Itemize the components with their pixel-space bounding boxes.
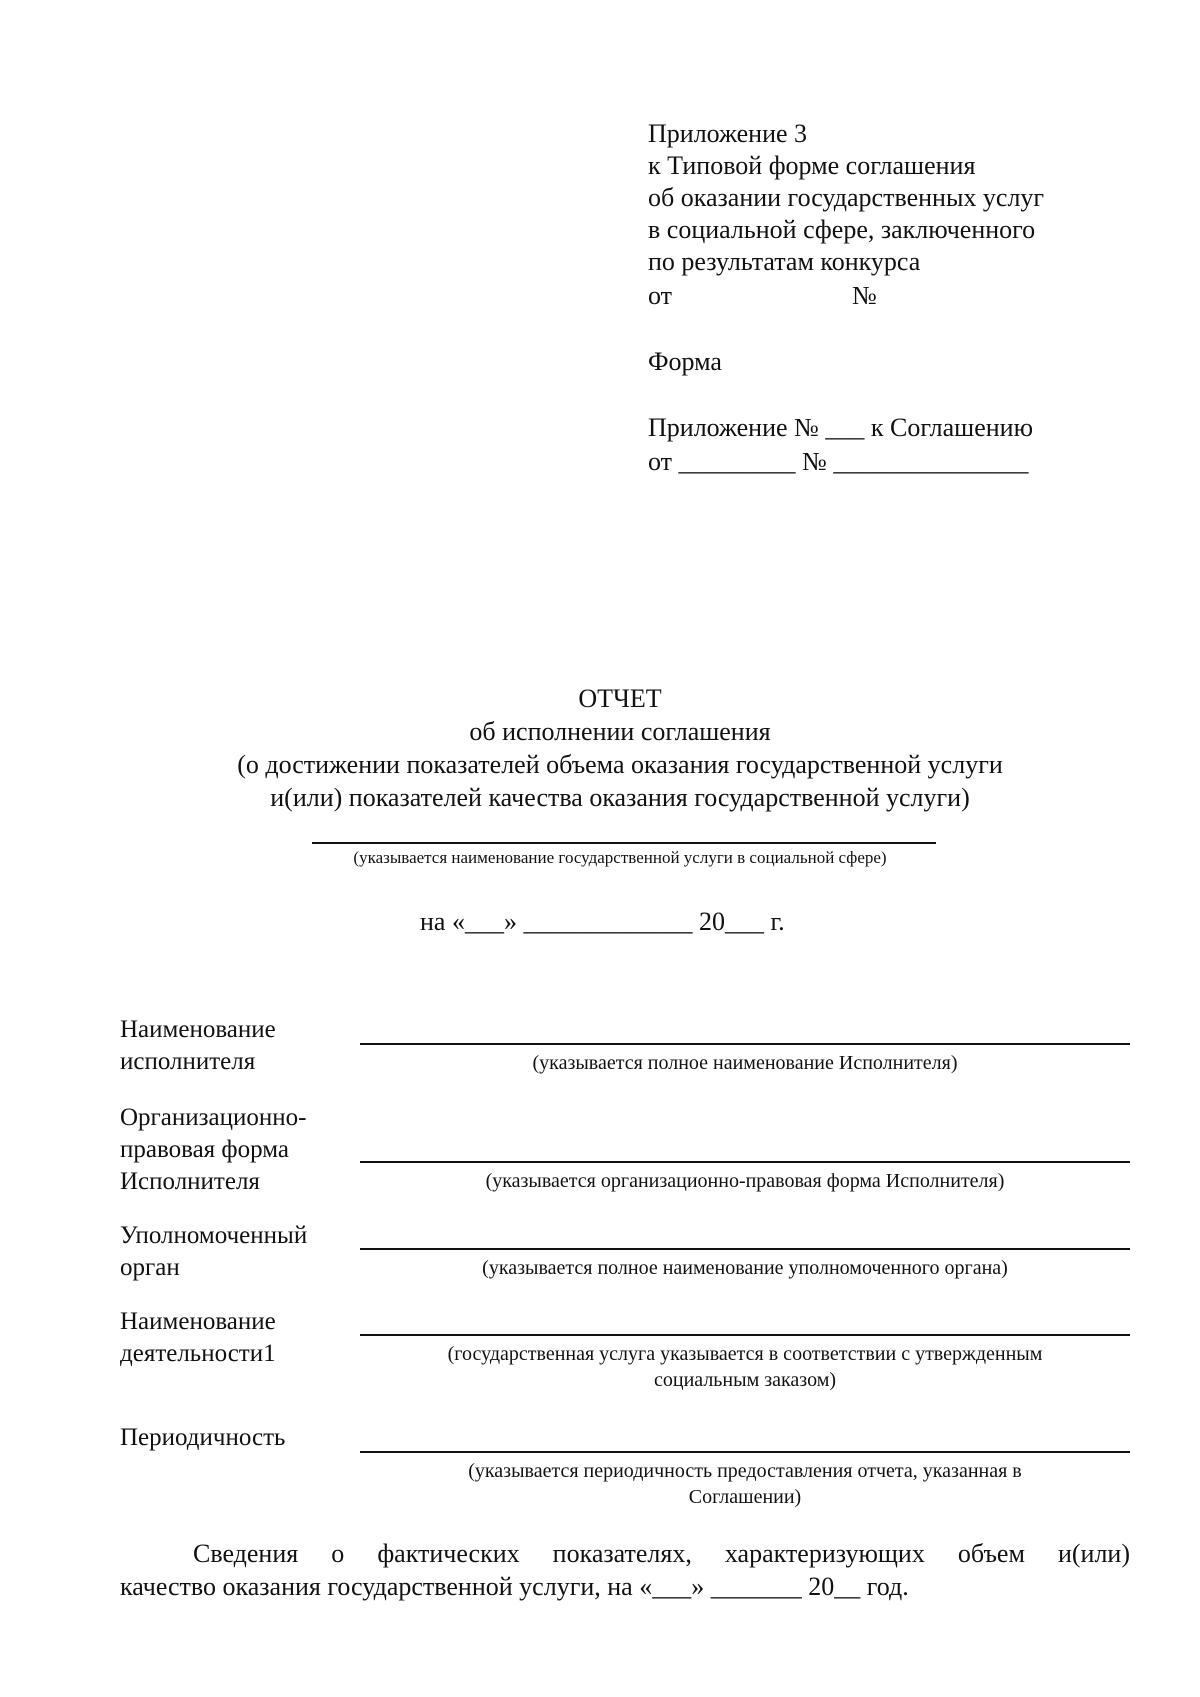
summary-word: фактических [377, 1539, 520, 1568]
field-label: правовая форма [120, 1136, 289, 1163]
report-title-line-2: об исполнении соглашения [469, 717, 771, 746]
field-label: Наименование [120, 1308, 276, 1335]
summary-line-2: качество оказания государственной услуги, на «___» _______ 20__ год. [120, 1572, 909, 1601]
field-label: Исполнителя [120, 1168, 260, 1195]
field-label: исполнителя [120, 1048, 256, 1075]
field-hint: (государственная услуга указывается в соответствии с утвержденным [447, 1343, 1043, 1365]
field-hint: Соглашении) [688, 1486, 802, 1508]
service-name-hint: (указывается наименование государственной услуги в социальной сфере) [353, 848, 887, 867]
appendix-number-sign: № [852, 281, 877, 310]
report-date-line: на «___» _____________ 20___ г. [420, 907, 785, 936]
field-underline [360, 1451, 1130, 1453]
field-label: деятельности1 [120, 1340, 276, 1367]
appendix-line-4: в социальной сфере, заключенного [648, 215, 1036, 244]
field-label: орган [120, 1254, 180, 1281]
report-title-line-3: (о достижении показателей объема оказания государственной услуги [237, 750, 1003, 779]
field-label: Наименование [120, 1016, 276, 1043]
appendix-line-5: по результатам конкурса [648, 247, 921, 276]
field-underline [360, 1248, 1130, 1250]
appendix-line-1: Приложение 3 [648, 119, 808, 148]
appendix-from: от [648, 281, 673, 310]
summary-word: объем [957, 1539, 1025, 1568]
field-label: Уполномоченный [120, 1222, 308, 1249]
summary-word: о [331, 1539, 345, 1568]
field-underline [360, 1334, 1130, 1336]
field-underline [360, 1043, 1130, 1045]
agreement-ref-line-2: от _________ № _______________ [648, 447, 1029, 476]
field-label: Организационно- [120, 1104, 307, 1131]
field-hint: (указывается периодичность предоставления отчета, указанная в [468, 1460, 1022, 1482]
summary-word: и(или) [1057, 1539, 1130, 1568]
summary-line-1 [193, 1538, 1130, 1570]
report-title-line-1: ОТЧЕТ [578, 684, 662, 713]
field-hint: (указывается организационно-правовая форма Исполнителя) [485, 1170, 1005, 1192]
summary-word: Сведения [193, 1539, 299, 1568]
report-title-line-4: и(или) показателей качества оказания государственной услуги) [270, 783, 970, 812]
field-hint: (указывается полное наименование уполномоченного органа) [482, 1257, 1008, 1279]
field-hint: (указывается полное наименование Исполнителя) [532, 1052, 958, 1074]
field-hint: социальным заказом) [653, 1369, 837, 1391]
agreement-ref-line-1: Приложение № ___ к Соглашению [648, 413, 1033, 442]
appendix-line-2: к Типовой форме соглашения [648, 151, 976, 180]
service-name-line [312, 842, 936, 844]
summary-word: характеризующих [724, 1539, 925, 1568]
summary-word: показателях, [552, 1539, 692, 1568]
field-underline [360, 1161, 1130, 1163]
appendix-line-3: об оказании государственных услуг [648, 183, 1045, 212]
field-label: Периодичность [120, 1424, 286, 1451]
form-label: Форма [648, 347, 722, 376]
